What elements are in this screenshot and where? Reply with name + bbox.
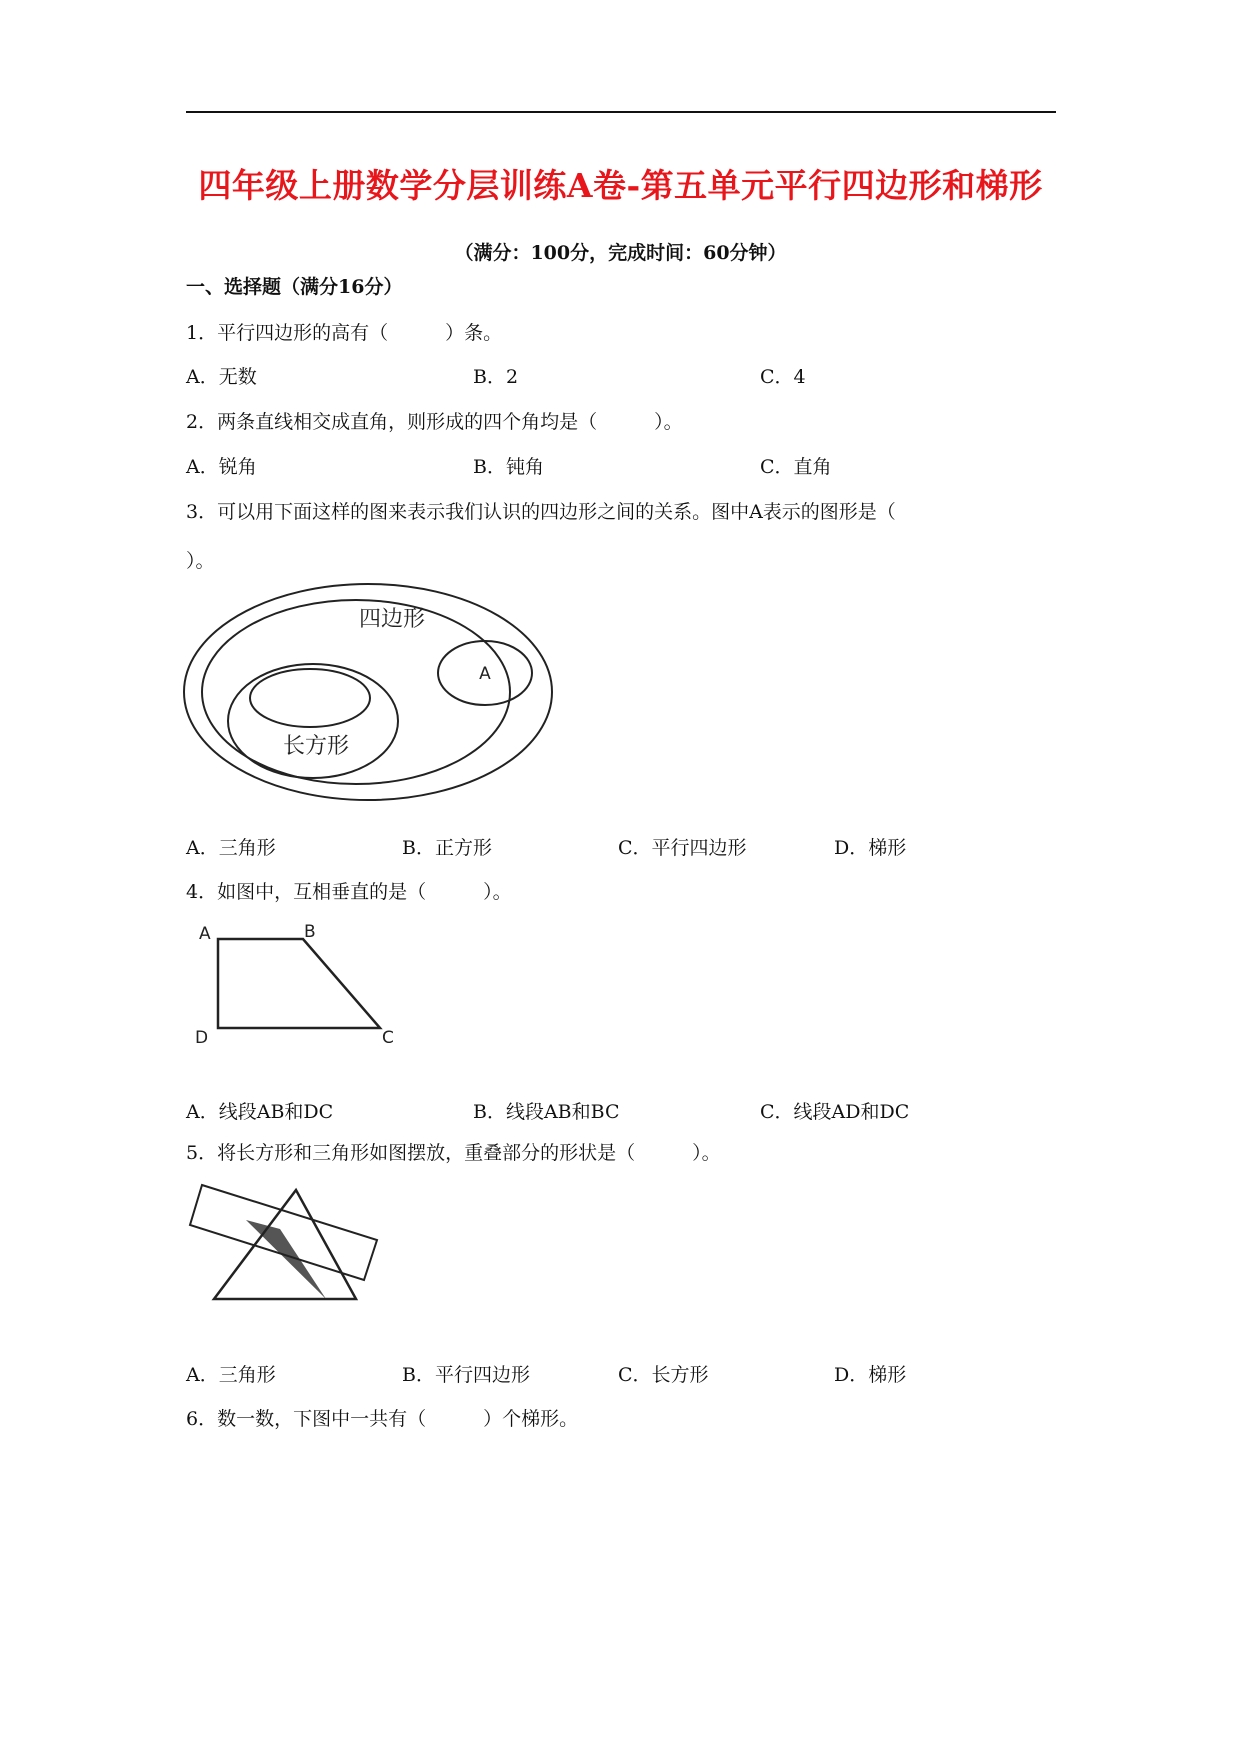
venn-label-rectangle: 长方形 [282, 734, 350, 759]
question-2-option-b: B．钝角 [473, 456, 544, 478]
venn-quadrilateral-ellipse [202, 600, 510, 784]
question-2-stem: 2．两条直线相交成直角，则形成的四个角均是（ ）。 [186, 411, 683, 433]
question-5-stem: 5．将长方形和三角形如图摆放，重叠部分的形状是（ ）。 [186, 1142, 721, 1164]
question-5-option-b: B．平行四边形 [402, 1364, 530, 1386]
question-3-stem-line2: ）。 [186, 550, 215, 572]
question-4-stem: 4．如图中，互相垂直的是（ ）。 [186, 881, 512, 903]
venn-label-quadrilateral: 四边形 [358, 607, 426, 632]
question-2-option-c: C．直角 [760, 456, 832, 478]
trapezoid-abcd [218, 939, 380, 1028]
vertex-label-a: A [199, 924, 211, 944]
question-5-option-a: A．三角形 [186, 1364, 276, 1386]
question-1-option-a: A．无数 [186, 366, 257, 388]
question-3-option-b: B．正方形 [402, 837, 492, 859]
venn-label-a: A [479, 664, 491, 684]
question-2-option-a: A．锐角 [186, 456, 257, 478]
question-1-option-b: B．2 [473, 366, 519, 388]
question-4-option-b: B．线段AB和BC [473, 1101, 620, 1123]
section-heading: 一、选择题（满分16分） [186, 276, 403, 298]
vertex-label-b: B [304, 922, 316, 942]
vertex-label-d: D [195, 1028, 209, 1048]
question-4-option-c: C．线段AD和DC [760, 1101, 910, 1123]
question-4-option-a: A．线段AB和DC [186, 1101, 334, 1123]
question-1-stem: 1．平行四边形的高有（ ）条。 [186, 322, 503, 344]
page-subtitle: （满分：100分，完成时间：60分钟） [454, 242, 787, 264]
quadrilateral-venn-figure [180, 578, 560, 810]
venn-rectangle-ellipse [228, 664, 398, 778]
question-1-option-c: C．4 [760, 366, 806, 388]
question-6-stem: 6．数一数，下图中一共有（ ）个梯形。 [186, 1408, 579, 1430]
tilted-rectangle [190, 1185, 377, 1280]
question-5-option-c: C．长方形 [618, 1364, 709, 1386]
question-3-option-c: C．平行四边形 [618, 837, 747, 859]
rectangle-triangle-overlap-figure [186, 1180, 386, 1305]
venn-square-ellipse [250, 669, 370, 727]
header-rule [186, 111, 1056, 113]
page-title: 四年级上册数学分层训练A卷-第五单元平行四边形和梯形 [198, 166, 1043, 205]
overlap-shaded-region [246, 1220, 326, 1299]
vertex-label-c: C [382, 1028, 394, 1048]
trapezoid-abcd-figure [186, 915, 406, 1050]
question-5-option-d: D．梯形 [834, 1364, 907, 1386]
question-3-option-a: A．三角形 [186, 837, 276, 859]
question-3-option-d: D．梯形 [834, 837, 907, 859]
question-3-stem-line1: 3．可以用下面这样的图来表示我们认识的四边形之间的关系。图中A表示的图形是（ [186, 501, 896, 523]
